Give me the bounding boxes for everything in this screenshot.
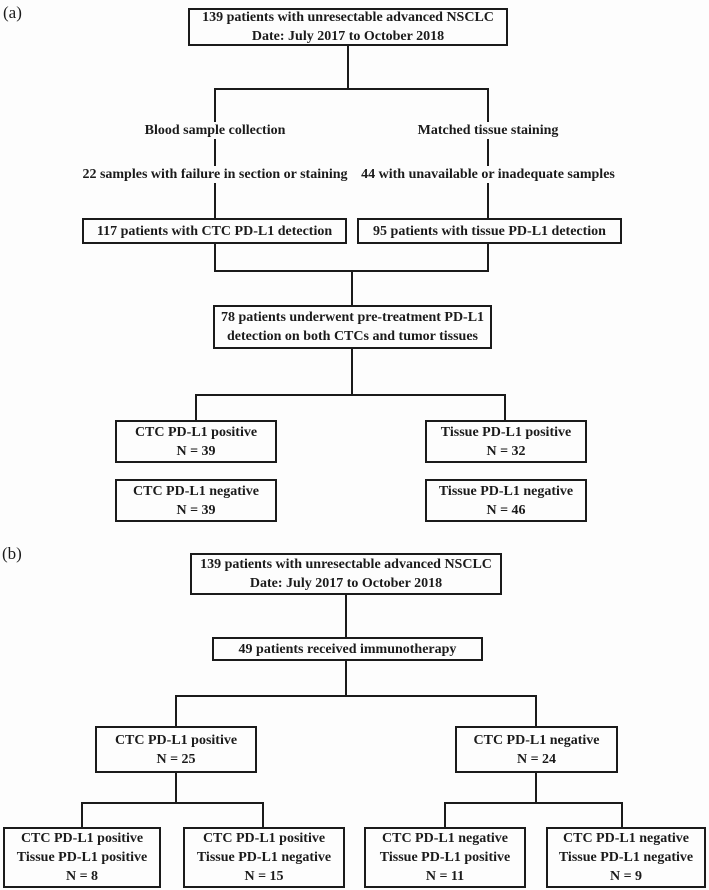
enrollment-line1: 139 patients with unresectable advanced NSCLC (200, 557, 492, 572)
connector (535, 695, 537, 726)
immunotherapy-box (212, 637, 483, 661)
connector (345, 661, 347, 695)
immunotherapy-label: 49 patients received immunotherapy (238, 641, 457, 657)
enrollment-box-b (190, 553, 502, 595)
group-line1: CTC PD-L1 negative (563, 831, 689, 846)
group-line1: CTC PD-L1 positive (202, 831, 326, 846)
tissue-negative-count: N = 46 (486, 502, 526, 518)
tissue-detection-label: 95 patients with tissue PD-L1 detection (373, 223, 606, 239)
connector (214, 244, 216, 272)
tissue-positive-label: Tissue PD-L1 positive (440, 424, 572, 440)
connector (347, 46, 349, 89)
ctc-pos-tissue-pos-box (3, 827, 161, 888)
connector (345, 595, 347, 637)
ctc-positive-label: CTC PD-L1 positive (134, 424, 258, 440)
connector (81, 802, 83, 827)
connector (214, 88, 216, 218)
tissue-positive-box-a (425, 420, 587, 463)
ctc-positive-count: N = 25 (156, 751, 196, 767)
ctc-positive-label: CTC PD-L1 positive (114, 732, 238, 748)
enrollment-line2: Date: July 2017 to October 2018 (251, 29, 445, 44)
enrollment-line2: Date: July 2017 to October 2018 (249, 576, 443, 591)
connector (504, 394, 506, 421)
ctc-positive-count: N = 39 (176, 443, 216, 459)
group-line2: Tissue PD-L1 negative (558, 850, 694, 865)
enrollment-box-a (188, 8, 508, 46)
ctc-negative-box-a (115, 479, 277, 522)
tissue-positive-count: N = 32 (486, 443, 526, 459)
connector (175, 695, 177, 726)
connector (621, 802, 623, 827)
ctc-negative-count: N = 39 (176, 502, 216, 518)
ctc-neg-tissue-pos-box (364, 827, 526, 888)
connector (262, 802, 264, 827)
group-line2: Tissue PD-L1 positive (379, 850, 511, 865)
group-count: N = 8 (65, 869, 99, 884)
connector (214, 88, 489, 90)
ctc-detection-box (82, 218, 347, 244)
group-line2: Tissue PD-L1 positive (16, 850, 148, 865)
connector (444, 802, 623, 804)
both-detection-line2: detection on both CTCs and tumor tissues (227, 329, 478, 344)
ctc-negative-box-b (455, 726, 618, 773)
enrollment-line1: 139 patients with unresectable advanced NSCLC (202, 10, 494, 25)
connector (487, 88, 489, 218)
connector (195, 394, 506, 396)
excluded-blood-samples-label: 22 samples with failure in section or staining (77, 166, 352, 183)
connector (535, 773, 537, 802)
connector (351, 349, 353, 394)
group-line2: Tissue PD-L1 negative (196, 850, 332, 865)
tissue-negative-label: Tissue PD-L1 negative (438, 483, 574, 499)
matched-tissue-staining-label: Matched tissue staining (413, 122, 564, 139)
connector (195, 394, 197, 421)
blood-sample-collection-label: Blood sample collection (140, 122, 291, 139)
panel-a-tag: (a) (3, 3, 22, 22)
excluded-tissue-samples-label: 44 with unavailable or inadequate samples (356, 166, 620, 183)
connector (175, 773, 177, 802)
ctc-negative-count: N = 24 (516, 751, 557, 767)
both-detection-line1: 78 patients underwent pre-treatment PD-L1 (220, 310, 485, 325)
panel-b-tag: (b) (2, 544, 22, 563)
tissue-negative-box-a (425, 479, 587, 522)
both-detection-box (213, 305, 492, 349)
ctc-negative-label: CTC PD-L1 negative (473, 732, 600, 748)
ctc-pos-tissue-neg-box (183, 827, 345, 888)
ctc-positive-box-b (95, 726, 257, 773)
connector (487, 244, 489, 272)
ctc-positive-box-a (115, 420, 277, 463)
connector (81, 802, 264, 804)
group-count: N = 15 (244, 869, 284, 884)
ctc-detection-label: 117 patients with CTC PD-L1 detection (96, 223, 333, 239)
connector (444, 802, 446, 827)
ctc-negative-label: CTC PD-L1 negative (133, 483, 259, 499)
group-line1: CTC PD-L1 positive (20, 831, 144, 846)
connector (175, 695, 537, 697)
connector (351, 272, 353, 305)
ctc-neg-tissue-neg-box (546, 827, 706, 888)
group-count: N = 9 (609, 869, 643, 884)
tissue-detection-box (357, 218, 622, 244)
group-count: N = 11 (425, 869, 465, 884)
group-line1: CTC PD-L1 negative (382, 831, 508, 846)
